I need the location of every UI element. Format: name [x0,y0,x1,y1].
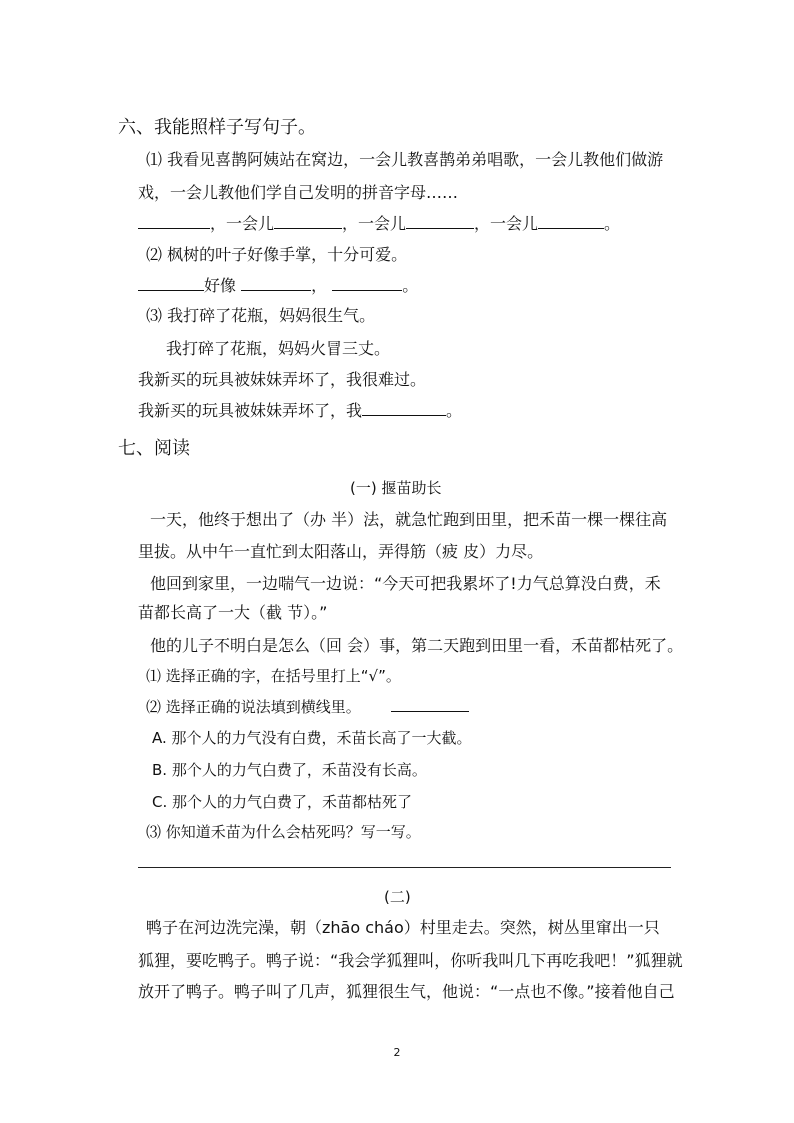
answer-blank[interactable] [362,401,446,416]
q3-fill-line [138,401,462,421]
answer-blank[interactable] [538,214,604,229]
fill-text: 。 [446,401,463,420]
passage-2-line-2: 狐狸，要吃鸭子。鸭子说：“我会学狐狸叫，你听我叫几下再吃我吧！”狐狸就 [138,951,683,970]
passage-1-title: (一) 揠苗助长 [350,479,442,497]
passage-2-title: (二) [384,888,411,906]
option-b: B. 那个人的力气白费了，禾苗没有长高。 [152,761,427,779]
q2-fill-line [138,276,418,296]
passage-1-question-3: ⑶ 你知道禾苗为什么会枯死吗？写一写。 [146,823,421,841]
fill-text: ，一会儿 [210,214,275,233]
passage-1-question-2 [146,697,469,717]
fill-text: ，一会儿 [474,214,539,233]
q3-sentence: 我新买的玩具被妹妹弄坏了，我很难过。 [138,370,427,389]
fill-text: 。 [402,276,419,295]
q3-line: ⑶ 我打碎了花瓶，妈妈很生气。 [146,306,376,325]
passage-1-line-3: 他回到家里，一边喘气一边说：“今天可把我累坏了!力气总算没白费，禾 [150,574,661,593]
answer-blank[interactable] [138,276,204,291]
option-a: A. 那个人的力气没有白费，禾苗长高了一大截。 [152,729,472,747]
answer-blank[interactable] [138,214,210,229]
answer-blank[interactable] [406,214,474,229]
question-text: ⑵ 选择正确的说法填到横线里。 [146,698,361,716]
fill-text: 好像 [204,276,237,295]
q3-example: 我打碎了花瓶，妈妈火冒三丈。 [166,339,391,358]
q1-line-2: 戏，一会儿教他们学自己发明的拼音字母…… [138,183,459,202]
section-7-heading: 七、阅读 [118,438,190,459]
answer-blank[interactable] [241,276,311,291]
q1-fill-line [138,214,620,234]
q2-line: ⑵ 枫树的叶子好像手掌，十分可爱。 [146,245,408,264]
passage-2-line-3: 放开了鸭子。鸭子叫了几声，狐狸很生气，他说：“一点也不像。”接着他自己 [138,982,675,1001]
option-c: C. 那个人的力气白费了，禾苗都枯死了 [152,793,413,811]
fill-text: ，一会儿 [342,214,407,233]
passage-1-line-5: 他的儿子不明白是怎么（回 会）事，第二天跑到田里一看，禾苗都枯死了。 [150,636,684,655]
fill-text: ， [311,276,328,295]
passage-1-line-4: 苗都长高了一大（截 节）。” [138,603,328,622]
answer-blank[interactable] [391,697,469,712]
fill-text: 我新买的玩具被妹妹弄坏了，我 [138,401,363,420]
answer-blank[interactable] [274,214,342,229]
answer-line[interactable] [138,867,671,868]
passage-1-line-1: 一天，他终于想出了（办 半）法，就急忙跑到田里，把禾苗一棵一棵往高 [150,510,668,529]
page-number: 2 [393,1046,401,1059]
passage-1-line-2: 里拔。从中午一直忙到太阳落山，弄得筋（疲 皮）力尽。 [138,542,544,561]
fill-text: 。 [604,214,621,233]
passage-1-question-1: ⑴ 选择正确的字，在括号里打上“√”。 [146,667,401,685]
passage-2-line-1: 鸭子在河边洗完澡，朝（zhāo cháo）村里走去。突然，树丛里窜出一只 [146,918,660,937]
answer-blank[interactable] [332,276,402,291]
q1-line-1: ⑴ 我看见喜鹊阿姨站在窝边，一会儿教喜鹊弟弟唱歌，一会儿教他们做游 [146,150,664,169]
section-6-heading: 六、我能照样子写句子。 [118,117,316,138]
